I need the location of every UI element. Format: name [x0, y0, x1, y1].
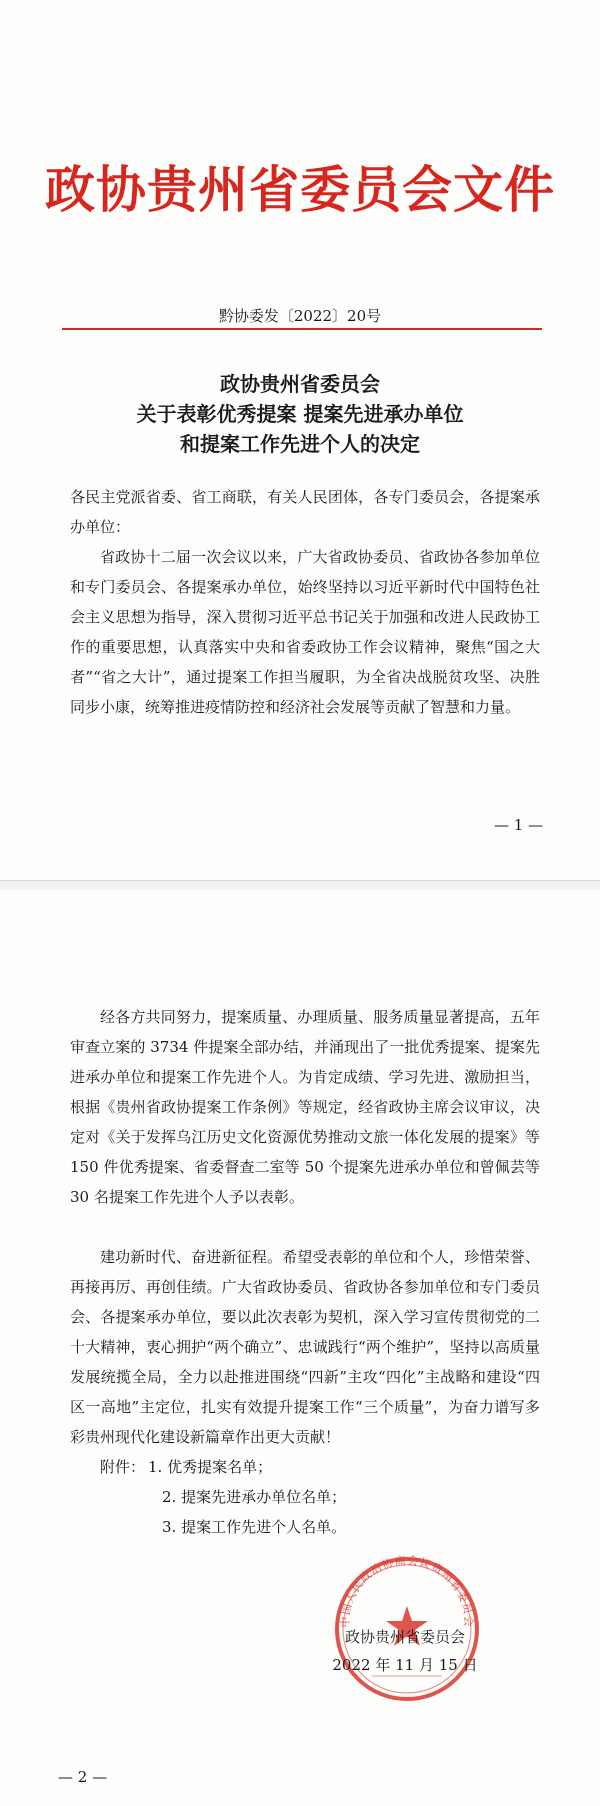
document-title-line-3: 和提案工作先进个人的决定: [180, 432, 420, 456]
paragraph-3: 建功新时代、奋进新征程。希望受表彰的单位和个人，珍惜荣誉、再接再厉、再创佳绩。广大省政协委员、省政协各参加单位和专门委员会、各提案承办单位，要以此次表彰为契机，深入学习宣传贯彻党的二十大精神，衷心拥护“两个确立”、忠诚践行“两个维护”，坚持以高质量发展统揽全局，全力以赴推进围绕“四新”主攻“四化”主战略和建设“四区一高地”主定位，扎实有效提升提案工作“三个质量”，为奋力谱写多彩贵州现代化建设新篇章作出更大贡献！: [70, 1248, 540, 1446]
document-masthead: 政协贵州省委员会文件: [45, 160, 555, 219]
document-page-1: [0, 0, 600, 880]
paragraph-2: 经各方共同努力，提案质量、办理质量、服务质量显著提高，五年审查立案的 3734 件提案全部办结，并涌现出了一批优秀提案、提案先进承办单位和提案工作先进个人。为肯定成绩、学习先进、激励担当，根据《贵州省政协提案工作条例》等规定，经省政协主席会议审议，决定对《关于发挥乌江历史文化资源优势推动文旅一体化发展的提案》等 150 件优秀提案、省委督查二室等 50 个提案先进承办单位和曾佩芸等 30 名提案工作先进个人予以表彰。: [70, 1008, 540, 1206]
attachment-item-2: 2. 提案先进承办单位名单；: [162, 1488, 347, 1506]
signature-organization: 政协贵州省委员会: [344, 1628, 465, 1646]
page-number-2: — 2 —: [58, 1768, 108, 1786]
seal-text: 中国人民政治协商会议贵州省委员会: [338, 1554, 476, 1628]
paragraph-1: 省政协十二届一次会议以来，广大省政协委员、省政协各参加单位和专门委员会、各提案承办单位，始终坚持以习近平新时代中国特色社会主义思想为指导，深入贯彻习近平总书记关于加强和改进人民政协工作的重要思想，认真落实中央和省委政协工作会议精神，聚焦“国之大者”“省之大计”，通过提案工作担当履职，为全省决战脱贫攻坚、决胜同步小康，统筹推进疫情防控和经济社会发展等贡献了智慧和力量。: [70, 548, 540, 716]
page-number-1: — 1 —: [494, 816, 544, 834]
document-number: 黔协委发〔2022〕20号: [218, 307, 382, 325]
salutation: 各民主党派省委、省工商联，有关人民团体，各专门委员会，各提案承办单位：: [70, 488, 540, 536]
signature-date: 2022 年 11 月 15 日: [332, 1656, 478, 1674]
masthead-red-rule: [62, 328, 542, 330]
attachment-item-1: 1. 优秀提案名单；: [148, 1458, 273, 1476]
document-title-line-1: 政协贵州省委员会: [220, 372, 380, 396]
attachments-label: 附件：: [100, 1458, 146, 1476]
attachment-item-3: 3. 提案工作先进个人名单。: [162, 1518, 347, 1536]
document-title-line-2: 关于表彰优秀提案 提案先进承办单位: [136, 402, 464, 426]
